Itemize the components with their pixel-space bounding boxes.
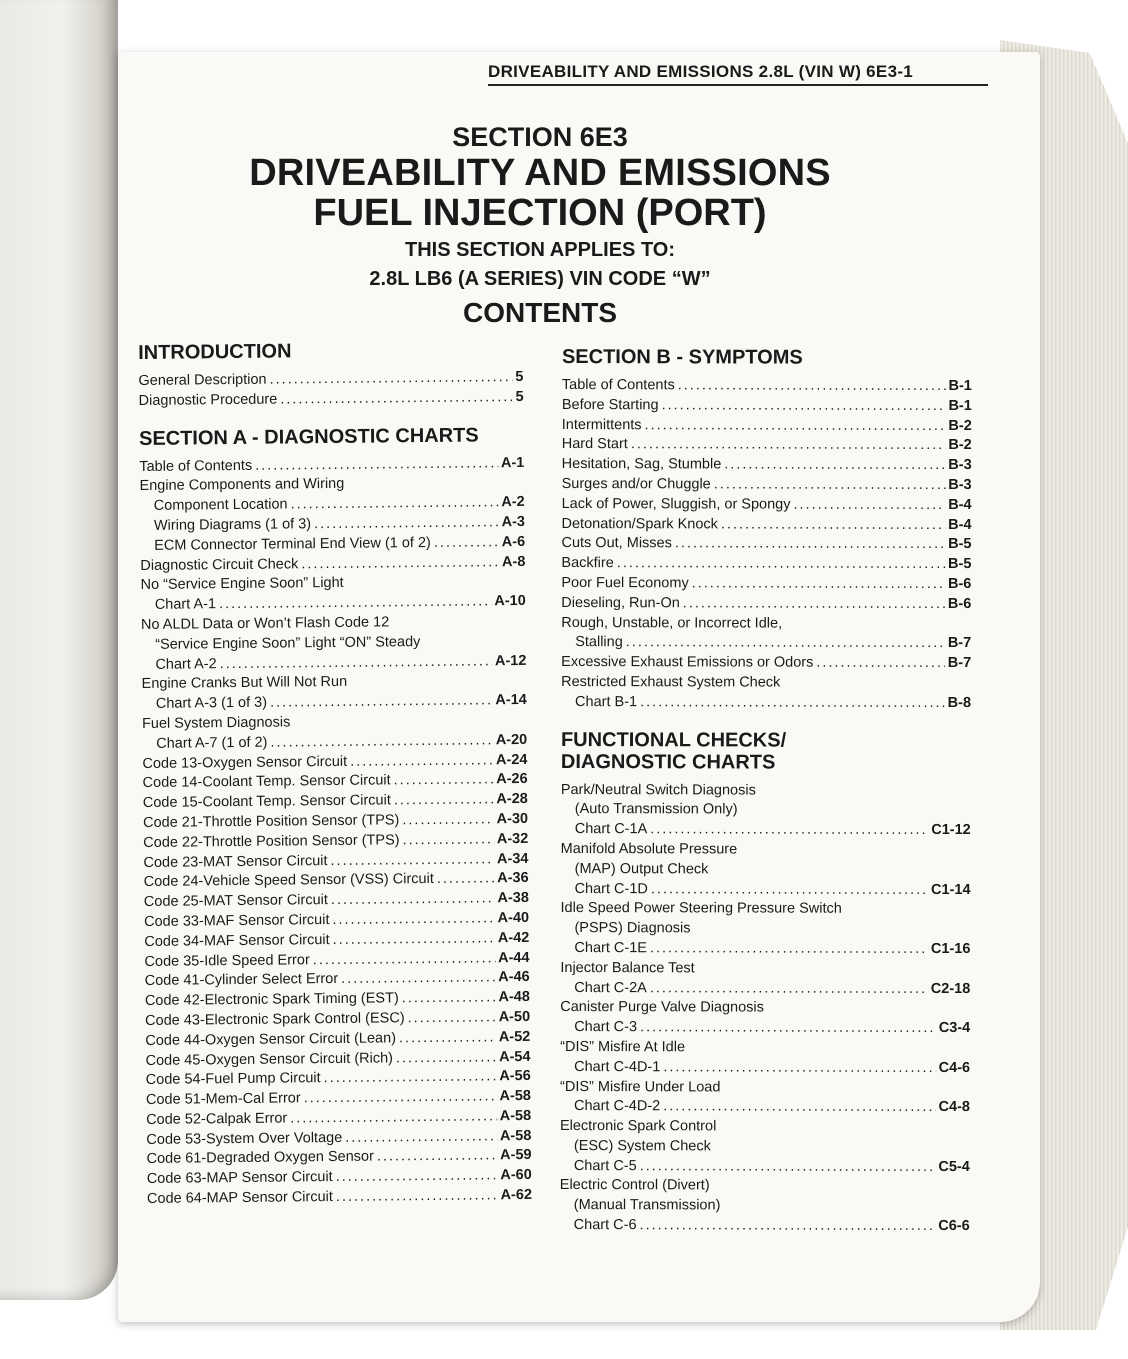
toc-entry-page: A-50 — [498, 1008, 531, 1026]
toc-entry — [561, 633, 971, 654]
toc-entry-page: B-8 — [947, 694, 972, 711]
toc-entry-page: A-58 — [499, 1127, 532, 1144]
toc-entry — [560, 1157, 970, 1178]
toc-entry-label: Table of Contents — [139, 457, 253, 475]
toc-entry — [560, 1018, 970, 1039]
toc-entry — [561, 574, 971, 595]
toc-entry — [562, 396, 972, 417]
toc-entry-page: C2-18 — [930, 980, 971, 997]
toc-entry-label: Chart C-5 — [573, 1157, 637, 1174]
toc-entry-label: Diagnostic Circuit Check — [140, 555, 299, 574]
toc-entry: Electric Control (Divert) — [559, 1177, 710, 1194]
toc-entry-page: A-38 — [497, 890, 529, 907]
toc-entry: Injector Balance Test — [560, 959, 695, 977]
toc-left-column — [138, 336, 532, 1210]
dot-leader — [650, 979, 928, 1000]
dot-leader — [617, 554, 945, 575]
toc-entry-label: Lack of Power, Sluggish, or Spongy — [561, 495, 791, 513]
introduction-heading: INTRODUCTION — [138, 340, 292, 364]
toc-entry: Engine Cranks But Will Not Run — [141, 674, 348, 693]
dot-leader — [333, 929, 495, 950]
dot-leader — [290, 1107, 497, 1129]
toc-entry-label: Chart C-3 — [574, 1019, 638, 1036]
toc-entry-label: Chart C-1A — [574, 821, 648, 838]
dot-leader — [313, 949, 496, 971]
toc-entry-label: Code 22-Throttle Position Sensor (TPS) — [143, 832, 400, 851]
toc-entry — [147, 1186, 532, 1210]
toc-entry: (PSPS) Diagnosis — [574, 920, 691, 937]
toc-entry-page: B-6 — [947, 595, 972, 612]
toc-entry-page: B-4 — [948, 496, 972, 513]
toc-entry — [561, 693, 971, 714]
toc-entry-label: Chart A-7 (1 of 2) — [156, 734, 268, 752]
toc-entry-label: Code 24-Vehicle Speed Sensor (VSS) Circuit — [143, 871, 434, 891]
dot-leader — [663, 1098, 935, 1119]
toc-entry-page: A-40 — [497, 909, 530, 927]
toc-entry-page: B-4 — [948, 516, 972, 533]
toc-entry-label: Chart C-1D — [574, 880, 648, 897]
toc-entry-label: Code 54-Fuel Pump Circuit — [145, 1070, 321, 1089]
dot-leader — [377, 1147, 497, 1168]
toc-entry-label: Dieseling, Run-On — [561, 594, 680, 612]
section-number: SECTION 6E3 — [452, 122, 628, 152]
toc-entry: (ESC) System Check — [573, 1137, 711, 1155]
dot-leader — [350, 751, 493, 772]
toc-entry: Idle Speed Power Steering Pressure Switch — [560, 900, 842, 918]
dot-leader — [662, 396, 946, 417]
toc-entry-label: Table of Contents — [561, 376, 675, 394]
intro-list — [138, 368, 523, 412]
toc-entry-label: Backfire — [561, 555, 614, 572]
dot-leader — [336, 1186, 498, 1207]
toc-entry-label: Code 51-Mem-Cal Error — [145, 1090, 301, 1109]
toc-entry-label: Hard Start — [561, 436, 628, 453]
toc-entry-page: A-3 — [501, 513, 526, 531]
dot-leader — [330, 850, 494, 872]
toc-entry-label: Code 33-MAF Sensor Circuit — [144, 911, 330, 930]
toc-entry-page: 5 — [515, 388, 524, 405]
toc-entry-label: Chart A-1 — [154, 596, 217, 614]
toc-entry — [560, 1097, 970, 1118]
dot-leader — [408, 1008, 496, 1029]
toc-entry-label: Surges and/or Chuggle — [561, 475, 711, 493]
toc-entry: No ALDL Data or Won’t Flash Code 12 — [140, 614, 390, 633]
toc-entry-label: Code 64-MAP Sensor Circuit — [146, 1189, 333, 1208]
dot-leader — [651, 880, 928, 901]
toc-entry: Fuel System Diagnosis — [141, 714, 291, 732]
toc-entry: Electronic Spark Control — [559, 1118, 717, 1135]
toc-entry-page: A-62 — [500, 1186, 533, 1204]
dot-leader — [290, 493, 498, 515]
dot-leader — [399, 1028, 496, 1049]
toc-entry-page: A-30 — [496, 810, 529, 828]
toc-entry-page: A-6 — [501, 533, 526, 550]
toc-entry-page: A-8 — [501, 553, 526, 570]
section-a-list — [139, 454, 532, 1210]
dot-leader — [394, 790, 494, 811]
toc-entry — [562, 376, 972, 397]
toc-entry: Canister Purge Valve Diagnosis — [560, 999, 764, 1016]
toc-entry-label: Intermittents — [561, 416, 642, 433]
dot-leader — [434, 533, 499, 553]
toc-entry-label: Code 43-Electronic Spark Control (ESC) — [145, 1010, 405, 1029]
toc-entry-page: A-52 — [498, 1028, 531, 1045]
toc-entry-label: Before Starting — [561, 396, 659, 414]
toc-entry-page: B-5 — [948, 556, 972, 573]
toc-entry — [562, 515, 972, 536]
toc-entry: Rough, Unstable, or Incorrect Idle, — [561, 614, 783, 632]
toc-entry-label: Code 41-Cylinder Select Error — [144, 971, 339, 990]
toc-entry-page: C5-4 — [938, 1158, 970, 1175]
toc-entry-page: A-10 — [494, 593, 526, 610]
toc-entry-page: C1-12 — [931, 822, 971, 839]
toc-entry-page: A-54 — [499, 1048, 531, 1065]
dot-leader — [301, 553, 499, 575]
toc-entry-label: Cuts Out, Misses — [561, 535, 672, 552]
applies-to: THIS SECTION APPLIES TO: — [404, 239, 676, 261]
toc-entry-page: A-12 — [494, 652, 527, 669]
toc-entry-label: Code 35-Idle Speed Error — [144, 951, 310, 970]
toc-entry — [562, 475, 972, 496]
toc-entry — [139, 454, 524, 478]
toc-entry-page: A-24 — [495, 751, 528, 768]
dot-leader — [336, 1167, 498, 1188]
toc-entry-label: Chart A-2 — [155, 655, 217, 673]
toc-entry — [560, 1058, 970, 1079]
toc-entry-page: B-1 — [948, 397, 972, 414]
toc-entry: No “Service Engine Soon” Light — [140, 575, 344, 594]
dot-leader — [437, 870, 495, 890]
toc-entry-label: Chart A-3 (1 of 3) — [155, 694, 268, 712]
toc-entry: “Service Engine Soon” Light “ON” Steady — [155, 633, 421, 653]
toc-entry: (Manual Transmission) — [573, 1197, 721, 1214]
toc-entry-page: A-26 — [496, 771, 528, 788]
toc-entry — [140, 553, 525, 577]
dot-leader — [341, 969, 495, 990]
toc-entry-page: A-46 — [498, 969, 530, 986]
dot-leader — [650, 820, 928, 841]
dot-leader — [721, 515, 945, 535]
toc-entry-page: A-32 — [496, 830, 529, 848]
toc-entry-page: A-42 — [497, 929, 530, 946]
toc-entry-page: A-56 — [499, 1068, 531, 1085]
vin-line: 2.8L LB6 (A SERIES) VIN CODE “W” — [369, 268, 711, 290]
dot-leader — [314, 513, 499, 535]
toc-entry-page: 5 — [515, 368, 524, 386]
toc-entry: “DIS” Misfire Under Load — [560, 1078, 721, 1095]
toc-entry-label: Chart C-1E — [574, 939, 647, 957]
toc-entry-label: Poor Fuel Economy — [561, 574, 689, 592]
toc-entry-page: A-48 — [498, 989, 530, 1006]
contents-heading: CONTENTS — [463, 297, 617, 328]
toc-entry-page: C6-6 — [938, 1218, 970, 1235]
dot-leader — [663, 1058, 935, 1079]
toc-entry-label: Excessive Exhaust Emissions or Odors — [561, 654, 814, 671]
toc-entry — [141, 652, 526, 676]
toc-entry-page: B-6 — [947, 575, 972, 593]
dot-leader — [324, 1068, 497, 1090]
toc-entry-label: Code 25-MAT Sensor Circuit — [143, 892, 328, 911]
dot-leader — [402, 810, 493, 831]
dot-leader — [678, 376, 946, 396]
toc-entry — [141, 592, 526, 616]
toc-entry-page: A-2 — [501, 494, 525, 511]
dot-leader — [269, 368, 512, 390]
diagnostic-charts-heading: DIAGNOSTIC CHARTS — [560, 750, 776, 774]
dot-leader — [270, 731, 493, 753]
toc-entry-page: A-58 — [499, 1107, 532, 1125]
toc-entry — [560, 1216, 970, 1237]
toc-entry-label: Chart C-6 — [573, 1217, 637, 1234]
toc-entry: (Auto Transmission Only) — [574, 801, 738, 818]
toc-entry-page: C1-14 — [931, 881, 971, 898]
section-b-heading: SECTION B - SYMPTOMS — [561, 346, 803, 369]
toc-entry-page: A-36 — [497, 870, 529, 887]
toc-entry-page: B-3 — [948, 476, 972, 494]
toc-entry: Restricted Exhaust System Check — [561, 673, 781, 691]
dot-leader — [650, 939, 928, 960]
toc-entry-label: Code 61-Degraded Oxygen Sensor — [146, 1149, 374, 1168]
dot-leader — [626, 634, 945, 655]
toc-entry: Manifold Absolute Pressure — [560, 840, 738, 858]
toc-entry: (MAP) Output Check — [574, 860, 709, 878]
toc-entry-label: Wiring Diagrams (1 of 3) — [153, 516, 312, 534]
toc-entry — [560, 939, 970, 960]
toc-entry-page: B-2 — [948, 437, 972, 454]
dot-leader — [270, 691, 493, 713]
dot-leader — [402, 830, 493, 851]
dot-leader — [331, 889, 495, 911]
dot-leader — [345, 1127, 497, 1148]
toc-entry-label: Code 63-MAP Sensor Circuit — [146, 1169, 333, 1188]
toc-entry-label: Code 21-Throttle Position Sensor (TPS) — [142, 812, 400, 831]
toc-entry-label: Detonation/Spark Knock — [561, 515, 718, 532]
page-title: DRIVEABILITY AND EMISSIONS — [249, 152, 831, 194]
dot-leader — [724, 456, 945, 476]
dot-leader — [645, 416, 946, 437]
dot-leader — [640, 1216, 936, 1237]
toc-entry: Engine Components and Wiring — [139, 476, 345, 495]
dot-leader — [220, 652, 493, 675]
toc-entry-page: A-58 — [499, 1088, 532, 1105]
dot-leader — [219, 592, 492, 615]
toc-entry — [561, 594, 971, 615]
dot-leader — [402, 988, 496, 1009]
section-b-list — [561, 376, 972, 714]
toc-entry-label: Code 44-Oxygen Sensor Circuit (Lean) — [145, 1030, 397, 1049]
dot-leader — [396, 1048, 496, 1069]
toc-entry-page: A-28 — [496, 791, 528, 808]
toc-entry-label: Chart B-1 — [575, 693, 638, 710]
page-subtitle: FUEL INJECTION (PORT) — [313, 192, 767, 234]
toc-entry-label: ECM Connector Terminal End View (1 of 2) — [154, 534, 431, 554]
dot-leader — [683, 594, 945, 614]
toc-entry-label: Hesitation, Sag, Stumble — [561, 456, 722, 473]
toc-entry — [139, 388, 524, 412]
toc-entry-label: Stalling — [575, 634, 623, 651]
toc-entry-page: B-5 — [948, 536, 972, 553]
toc-entry-page: A-34 — [496, 850, 529, 867]
toc-entry-label: Code 52-Calpak Error — [146, 1110, 288, 1128]
toc-entry-label: Code 34-MAF Sensor Circuit — [144, 931, 330, 950]
toc-entry-label: Code 23-MAT Sensor Circuit — [143, 852, 328, 871]
toc-entry — [561, 534, 971, 555]
toc-entry-page: B-3 — [948, 457, 972, 474]
toc-entry-label: Code 15-Coolant Temp. Sensor Circuit — [142, 792, 391, 812]
dot-leader — [332, 909, 494, 930]
toc-entry — [562, 495, 972, 516]
dot-leader — [675, 535, 945, 556]
toc-entry — [562, 435, 972, 456]
dot-leader — [793, 495, 945, 515]
facing-page — [0, 0, 118, 1300]
toc-entry-label: General Description — [138, 371, 267, 389]
toc-entry-page: A-44 — [497, 949, 530, 966]
toc-entry-page: C4-8 — [938, 1099, 971, 1116]
toc-entry-label: Code 42-Electronic Spark Timing (EST) — [144, 990, 399, 1010]
toc-entry-page: B-2 — [948, 417, 972, 434]
toc-entry-page: B-1 — [948, 378, 972, 395]
dot-leader — [714, 475, 946, 495]
functional-list — [560, 781, 971, 1237]
toc-entry-label: Code 45-Oxygen Sensor Circuit (Rich) — [145, 1049, 394, 1069]
toc-entry-page: B-7 — [947, 655, 972, 672]
toc-entry — [142, 691, 527, 715]
toc-entry — [561, 880, 971, 901]
toc-entry-label: Code 14-Coolant Temp. Sensor Circuit — [142, 772, 391, 792]
section-a-heading: SECTION A - DIAGNOSTIC CHARTS — [138, 424, 479, 450]
toc-entry-page: C3-4 — [938, 1020, 971, 1037]
dot-leader — [304, 1087, 497, 1109]
toc-entry-page: A-60 — [500, 1167, 532, 1184]
dot-leader — [692, 574, 945, 594]
toc-entry-page: B-7 — [947, 635, 972, 652]
functional-heading: FUNCTIONAL CHECKS/ — [560, 728, 787, 752]
toc-entry-label: Chart C-4D-2 — [573, 1098, 661, 1115]
toc-entry — [562, 455, 972, 476]
toc-right-column — [560, 344, 972, 1237]
dot-leader — [280, 388, 512, 410]
toc-entry-page: A-14 — [495, 692, 527, 709]
toc-entry-page: A-59 — [500, 1147, 532, 1164]
toc-entry-page: A-20 — [495, 731, 528, 749]
toc-entry: Park/Neutral Switch Diagnosis — [560, 781, 756, 799]
toc-entry — [561, 820, 971, 841]
toc-entry-label: Chart C-2A — [574, 979, 647, 996]
dot-leader — [640, 1157, 936, 1178]
dot-leader — [631, 436, 946, 457]
toc-entry — [562, 416, 972, 437]
toc-entry-page: C1-16 — [930, 940, 971, 957]
title-block — [240, 122, 840, 329]
dot-leader — [640, 1018, 936, 1039]
toc-entry — [561, 554, 971, 575]
running-head: DRIVEABILITY AND EMISSIONS 2.8L (VIN W) 6E3-1 — [488, 62, 988, 86]
toc-entry-label: Component Location — [153, 496, 288, 515]
toc-entry-page: A-1 — [500, 454, 525, 471]
toc-entry — [560, 979, 970, 1000]
toc-entry-label: Diagnostic Procedure — [138, 391, 278, 409]
dot-leader — [255, 454, 498, 476]
toc-entry: “DIS” Misfire At Idle — [560, 1038, 686, 1056]
dot-leader — [394, 771, 494, 792]
toc-entry-label: Code 53-System Over Voltage — [146, 1129, 343, 1148]
toc-entry-page: C4-6 — [938, 1059, 971, 1076]
dot-leader — [640, 693, 945, 714]
toc-entry-label: Code 13-Oxygen Sensor Circuit — [142, 753, 348, 772]
dot-leader — [816, 654, 944, 674]
toc-entry-label: Chart C-4D-1 — [574, 1058, 661, 1075]
toc-entry — [561, 653, 971, 674]
